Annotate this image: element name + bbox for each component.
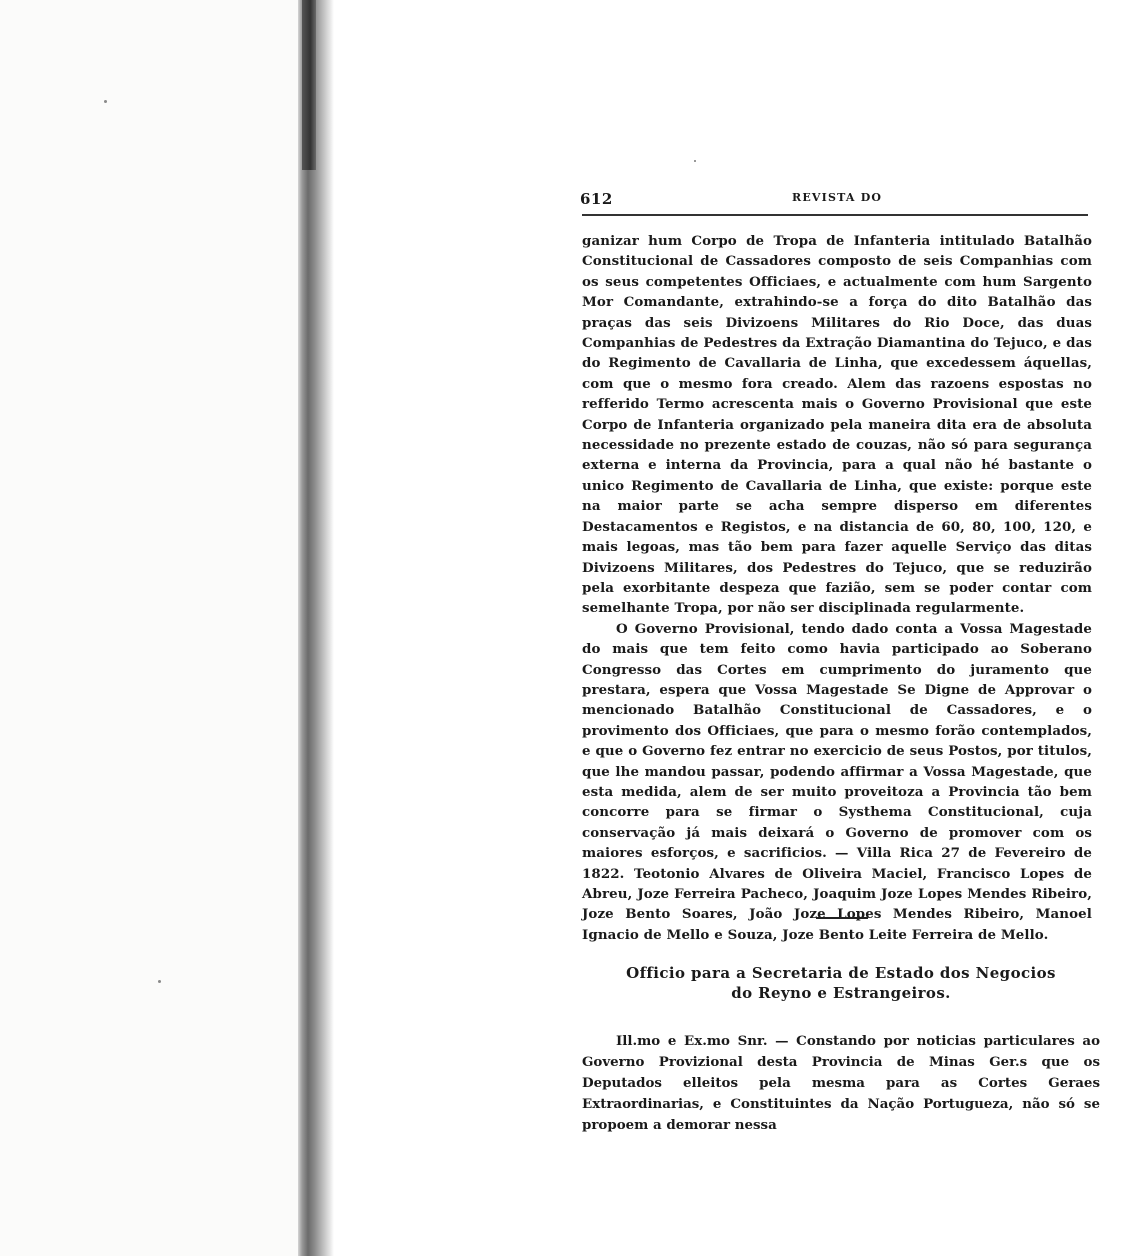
book-gutter <box>298 0 334 1256</box>
section-divider <box>816 917 868 919</box>
section-title-line: Officio para a Secretaria de Estado dos Negocios <box>626 964 1056 982</box>
paper-speck <box>104 100 107 103</box>
header-rule <box>582 214 1088 216</box>
body-paragraph: O Governo Provisional, tendo dado conta a Vossa Magestade do mais que tem feito como havia participado ao Soberano Congresso das Cortes em cumprimento do juramento que prestara, espera que Vossa Magestade Se Digne de Approvar o mencionado Batalhão Constitucional de Cassadores, e o provimento dos Officiaes, que para o mesmo forão contemplados, e que o Governo fez entrar no exercicio de seus Postos, por titulos, que lhe mandou passar, podendo affirmar a Vossa Magestade, que esta medida, alem de ser muito proveitoza a Provincia tão bem concorre para se firmar o Systhema Constitucional, cuja conservação já mais deixará o Governo de promover com os maiores esforços, e sacrificios. — Villa Rica 27 de Fevereiro de 1822. Teotonio Alvares de Oliveira Maciel, Francisco Lopes de Abreu, Joze Ferreira Pacheco, Joaquim Joze Lopes Mendes Ribeiro, Joze Bento Soares, João Joze Lopes Mendes Ribeiro, Manoel Ignacio de Mello e Souza, Joze Bento Leite Ferreira de Mello. <box>582 620 1092 943</box>
left-blank-page <box>0 0 300 1256</box>
section-title-line: do Reyno e Estrangeiros. <box>731 984 951 1002</box>
book-gutter-shadow <box>302 0 316 170</box>
paper-speck <box>158 980 161 983</box>
body-paragraph: ganizar hum Corpo de Tropa de Infanteria intitulado Batalhão Constitucional de Cassadores composto de seis Companhias com os seus competentes Officiaes, e actualmente com hum Sargento Mor Comandante, extrahindo-se a força do dito Batalhão das praças das seis Divizoens Militares do Rio Doce, das duas Companhias de Pedestres da Extração Diamantina do Tejuco, e das do Regimento de Cavallaria de Linha, que excedessem áquellas, com que o mesmo fora creado. Alem das razoens espostas no refferido Termo acrescenta mais o Governo Provisional que este Corpo de Infanteria organizado pela maneira dita era de absoluta necessidade no prezente estado de couzas, não só para segurança externa e interna da Provincia, para a qual não hé bastante o unico Regimento de Cavallaria de Linha, que existe: porque este na maior parte se acha sempre disperso em diferentes Destacamentos e Registos, e na distancia de 60, 80, 100, 120, e mais legoas, mas tão bem para fazer aquelle Serviço das ditas Divizoens Militares, dos Pedestres do Tejuco, que se reduzirão pela exorbitante despeza que fazião, sem se poder contar com semelhante Tropa, por não ser disciplinada regularmente. <box>582 233 1092 617</box>
section-text <box>582 1031 1100 1136</box>
paper-speck <box>694 160 696 162</box>
page-number: 612 <box>580 190 613 208</box>
body-text <box>582 231 1092 945</box>
section-title <box>582 963 1100 1003</box>
running-title: REVISTA DO <box>792 191 883 204</box>
section-paragraph: Ill.mo e Ex.mo Snr. — Constando por noticias particulares ao Governo Provizional desta Provincia de Minas Ger.s que os Deputados elleitos pela mesma para as Cortes Geraes Extraordinarias, e Constituintes da Nação Portugueza, não só se propoem a demorar nessa <box>582 1033 1100 1133</box>
running-header <box>580 190 1086 214</box>
